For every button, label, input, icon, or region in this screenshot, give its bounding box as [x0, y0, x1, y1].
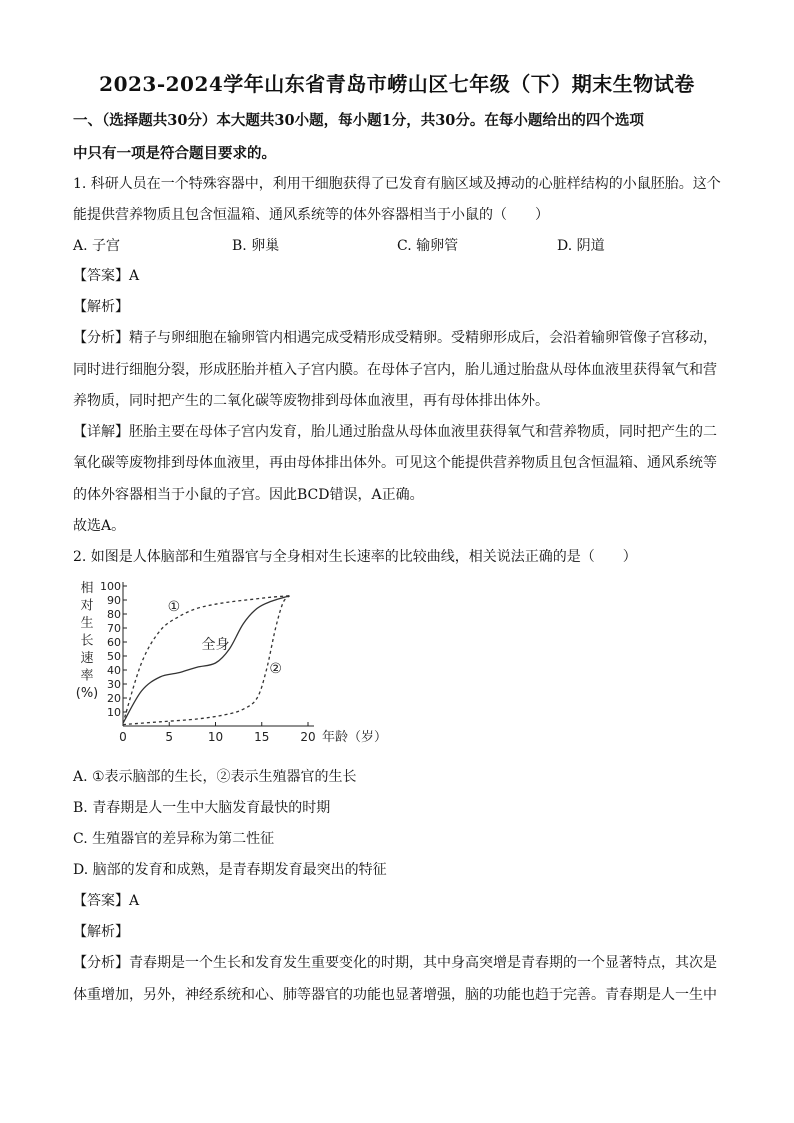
q1-stem-line1: 1. 科研人员在一个特殊容器中，利用干细胞获得了已发育有脑区域及搏动的心脏样结构的小鼠胚胎。这个: [73, 176, 721, 192]
x-tick-label: 10: [207, 730, 224, 744]
x-tick-label: 20: [300, 730, 316, 744]
y-tick-label: 10: [107, 706, 121, 719]
q1-answer: 【答案】A: [73, 268, 140, 284]
q2-option-d: D. 脑部的发育和成熟，是青春期发育最突出的特征: [73, 862, 387, 878]
q2-fenxi-line2: 体重增加，另外，神经系统和心、肺等器官的功能也显著增强，脑的功能也趋于完善。青春期是人一生中: [73, 987, 717, 1003]
y-axis-label-char: 速: [80, 651, 94, 666]
y-tick-label: 40: [107, 664, 121, 677]
y-axis-label-char: 生: [80, 616, 94, 631]
q1-fenxi-line1: 【分析】精子与卵细胞在输卵管内相遇完成受精形成受精卵。受精卵形成后，会沿着输卵管像子宫移动，: [73, 330, 717, 346]
y-tick-label: 60: [107, 636, 121, 649]
x-tick-label: 5: [165, 730, 174, 744]
series-line-1: [123, 596, 290, 723]
q2-option-c: C. 生殖器官的差异称为第二性征: [73, 831, 275, 847]
q2-analysis-label: 【解析】: [73, 924, 129, 940]
q1-fenxi-line3: 养物质，同时把产生的二氧化碳等废物排到母体血液里，再有母体排出体外。: [73, 393, 549, 409]
q1-stem-line2: 能提供营养物质且包含恒温箱、通风系统等的体外容器相当于小鼠的（ ）: [73, 207, 549, 223]
q2-stem: 2. 如图是人体脑部和生殖器官与全身相对生长速率的比较曲线，相关说法正确的是（ ）: [73, 549, 637, 565]
y-axis-label-char: 长: [80, 633, 94, 649]
q1-option-b: B. 卵巢: [232, 238, 280, 254]
section-instructions-line1: 一、（选择题共30分）本大题共30小题，每小题1分，共30分。在每小题给出的四个选项: [73, 112, 644, 129]
y-axis-label-char: 对: [80, 598, 94, 614]
x-tick-label: 0: [119, 730, 127, 744]
q1-fenxi-line2: 同时进行细胞分裂，形成胚胎并植入子宫内膜。在母体子宫内，胎儿通过胎盘从母体血液里获得氧气和营: [73, 362, 717, 378]
y-tick-label: 20: [107, 692, 121, 705]
q1-option-a: A. 子宫: [73, 238, 121, 254]
series-label-2: 全身: [201, 637, 230, 653]
series-line-2: [123, 596, 290, 723]
series-line-3: [123, 596, 290, 725]
y-tick-label: 100: [100, 580, 121, 593]
q1-conclusion: 故选A。: [73, 518, 126, 534]
y-tick-label: 70: [107, 622, 121, 635]
series-label-1: ①: [167, 599, 181, 616]
x-axis-label: 年龄（岁）: [322, 730, 388, 745]
x-tick-label: 15: [254, 730, 270, 744]
q2-answer: 【答案】A: [73, 893, 140, 909]
q2-option-a: A. ①表示脑部的生长，②表示生殖器官的生长: [73, 769, 357, 785]
y-tick-label: 50: [107, 650, 121, 663]
q2-fenxi-line1: 【分析】青春期是一个生长和发育发生重要变化的时期，其中身高突增是青春期的一个显著特点，其次是: [73, 955, 717, 971]
y-axis-label-char: (%): [75, 686, 99, 701]
q1-xiangjie-line1: 【详解】胚胎主要在母体子宫内发育，胎儿通过胎盘从母体血液里获得氧气和营养物质，同时把产生的二: [73, 424, 717, 440]
y-axis-label-char: 相: [80, 581, 94, 596]
q1-option-d: D. 阴道: [557, 238, 605, 254]
q1-option-c: C. 输卵管: [397, 238, 459, 254]
series-label-3: ②: [269, 660, 282, 677]
y-tick-label: 90: [107, 594, 121, 607]
growth-rate-chart: [66, 572, 406, 752]
y-tick-label: 30: [107, 678, 121, 691]
q1-xiangjie-line2: 氧化碳等废物排到母体血液里，再由母体排出体外。可见这个能提供营养物质且包含恒温箱、通风系统等: [73, 455, 717, 471]
y-axis-label-char: 率: [80, 668, 94, 684]
document-title: 2023-2024学年山东省青岛市崂山区七年级（下）期末生物试卷: [99, 72, 695, 96]
y-tick-label: 80: [107, 608, 121, 621]
q1-xiangjie-line3: 的体外容器相当于小鼠的子宫。因此BCD错误，A正确。: [73, 487, 424, 503]
q1-analysis-label: 【解析】: [73, 299, 129, 315]
q2-option-b: B. 青春期是人一生中大脑发育最快的时期: [73, 800, 331, 816]
section-instructions-line2: 中只有一项是符合题目要求的。: [73, 145, 276, 162]
